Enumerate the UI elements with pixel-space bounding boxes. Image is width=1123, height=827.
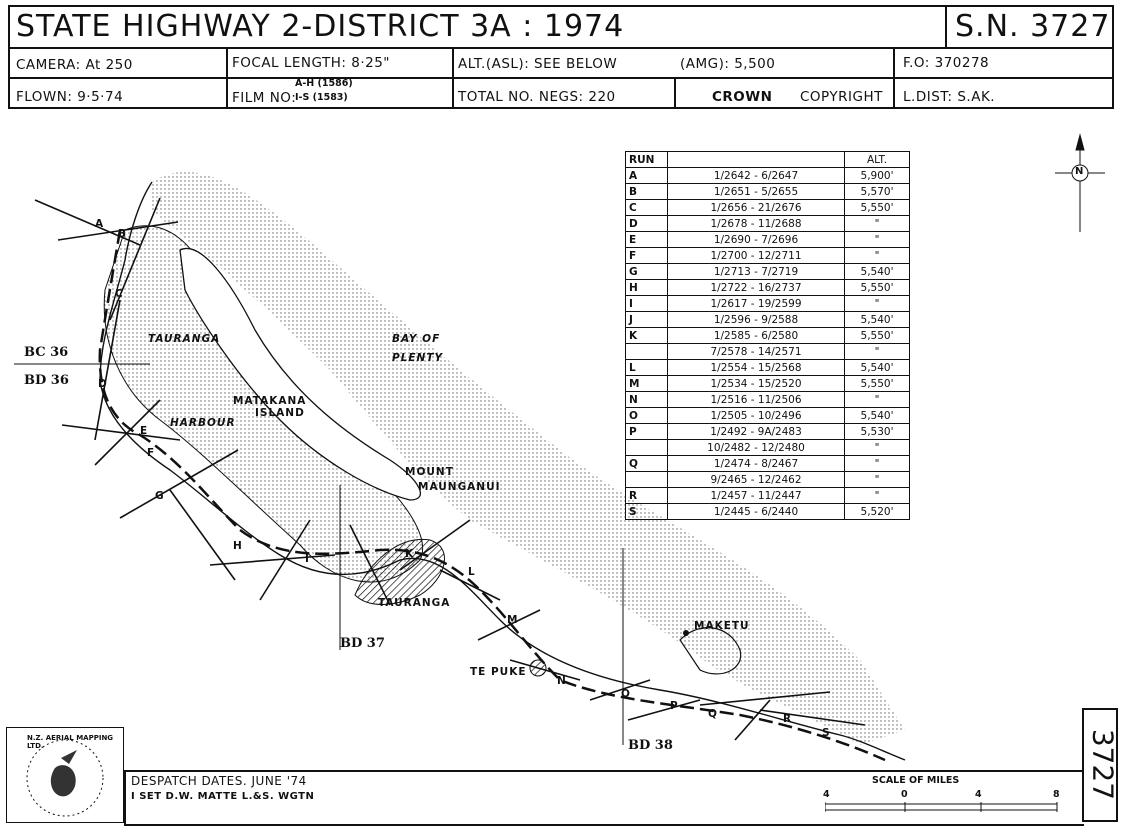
maketu-town [683,630,689,636]
run-letter: C [115,288,124,300]
altitude-amg: (AMG): 5,500 [680,56,776,72]
negs-cell: 10/2482 - 12/2480 [668,440,845,456]
run-cell: Q [626,456,668,472]
scale-tick-label: 4 [975,789,982,800]
run-cell: P [626,424,668,440]
scale-title: SCALE OF MILES [872,775,960,786]
negs-cell: 1/2713 - 7/2719 [668,264,845,280]
run-letter: O [621,688,631,700]
run-cell: H [626,280,668,296]
place-tauranga-town: TAURANGA [378,597,451,609]
negs-cell: 1/2585 - 6/2580 [668,328,845,344]
run-cell: O [626,408,668,424]
table-row [626,248,910,264]
place-tauranga-harbour-2: HARBOUR [170,417,236,429]
negs-cell: 1/2642 - 6/2647 [668,168,845,184]
scale-bar [825,800,1061,816]
alt-cell: 5,550' [845,280,910,296]
alt-cell: 5,550' [845,200,910,216]
negs-cell: 1/2656 - 21/2676 [668,200,845,216]
negs-cell: 1/2554 - 15/2568 [668,360,845,376]
film-number-top: A-H (1586) [295,78,353,89]
alt-cell: 5,540' [845,360,910,376]
sheet-bd36: BD 36 [24,373,69,388]
run-cell: F [626,248,668,264]
run-cell: A [626,168,668,184]
table-row [626,264,910,280]
run-letter: P [670,700,679,712]
scale-tick-label: 8 [1053,789,1060,800]
copyright-label: COPYRIGHT [800,89,883,105]
negs-cell: 1/2722 - 16/2737 [668,280,845,296]
total-negs: TOTAL NO. NEGS: 220 [458,89,616,105]
north-letter: N [1075,166,1084,177]
alt-cell: 5,520' [845,504,910,520]
run-letter: L [468,566,476,578]
table-header-run: RUN [626,152,668,168]
scale-tick-label: 4 [823,789,830,800]
negs-cell: 7/2578 - 14/2571 [668,344,845,360]
company-logo [6,727,124,823]
table-row [626,424,910,440]
alt-cell: 5,570' [845,184,910,200]
table-row [626,280,910,296]
alt-cell: 5,540' [845,312,910,328]
table-row [626,392,910,408]
run-letter: R [783,713,793,725]
north-arrow [1055,135,1105,232]
despatch-dates: DESPATCH DATES. JUNE '74 [131,774,307,788]
alt-cell: 5,540' [845,408,910,424]
negs-cell: 1/2700 - 12/2711 [668,248,845,264]
run-letter: E [140,425,149,437]
negs-cell: 1/2516 - 11/2506 [668,392,845,408]
place-maketu: MAKETU [694,620,750,632]
run-letter: D [98,378,108,390]
negs-cell: 9/2465 - 12/2462 [668,472,845,488]
table-row [626,168,910,184]
camera-info: CAMERA: At 250 [16,57,133,73]
alt-cell: " [845,296,910,312]
set-info: I SET D.W. MATTE L.&S. WGTN [131,791,315,802]
alt-cell: " [845,248,910,264]
place-mount-2: MAUNGANUI [418,481,501,493]
table-header-negs [668,152,845,168]
place-bay-1: BAY OF [392,333,441,345]
table-row [626,408,910,424]
land-district: L.DIST: S.AK. [903,89,996,105]
table-header-alt: ALT. [845,152,910,168]
negs-cell: 1/2678 - 11/2688 [668,216,845,232]
alt-cell: 5,530' [845,424,910,440]
run-cell: G [626,264,668,280]
sheet-number-box [1082,708,1118,822]
negs-cell: 1/2651 - 5/2655 [668,184,845,200]
alt-cell: " [845,216,910,232]
table-row [626,504,910,520]
alt-cell: " [845,456,910,472]
run-cell: L [626,360,668,376]
place-te-puke: TE PUKE [470,666,527,678]
place-bay-2: PLENTY [392,352,444,364]
film-number-bottom: I-S (1583) [295,92,348,103]
negs-cell: 1/2505 - 10/2496 [668,408,845,424]
run-letter: I [305,553,310,565]
run-letter: N [557,675,567,687]
run-letter: A [95,218,105,230]
table-row [626,456,910,472]
fo-number: F.O: 370278 [903,55,990,71]
negs-cell: 1/2617 - 19/2599 [668,296,845,312]
flown-date: FLOWN: 9·5·74 [16,89,124,105]
run-letter: Q [708,708,718,720]
table-row [626,472,910,488]
map-title: STATE HIGHWAY 2-DISTRICT 3A : 1974 [16,9,625,44]
run-cell [626,472,668,488]
sheet-bd38: BD 38 [628,738,673,753]
run-letter: B [118,228,128,240]
run-letter: K [405,548,415,560]
table-row [626,232,910,248]
table-row [626,296,910,312]
run-cell: R [626,488,668,504]
place-tauranga-harbour-1: TAURANGA [148,333,221,345]
place-mount-1: MOUNT [405,466,454,478]
negs-cell: 1/2534 - 15/2520 [668,376,845,392]
run-cell: D [626,216,668,232]
alt-cell: " [845,472,910,488]
negs-cell: 1/2457 - 11/2447 [668,488,845,504]
scale-tick-label: 0 [901,789,908,800]
run-cell: S [626,504,668,520]
run-cell: C [626,200,668,216]
table-row [626,376,910,392]
alt-cell: " [845,344,910,360]
table-row [626,488,910,504]
alt-cell: 5,900' [845,168,910,184]
focal-length: FOCAL LENGTH: 8·25" [232,55,390,71]
alt-cell: " [845,232,910,248]
run-letter: F [147,447,156,459]
sn-number: S.N. 3727 [955,9,1111,44]
run-cell [626,440,668,456]
crown-label: CROWN [712,89,773,105]
table-header-row [626,152,910,168]
table-row [626,344,910,360]
alt-cell: 5,550' [845,376,910,392]
run-letter: G [155,490,165,502]
logo-text: N.Z. AERIAL MAPPING LTD. [27,734,114,750]
run-cell: B [626,184,668,200]
run-letter: S [822,727,831,739]
negs-cell: 1/2474 - 8/2467 [668,456,845,472]
table-row [626,184,910,200]
place-matakana-2: ISLAND [255,407,305,419]
sheet-number: 3727 [1086,728,1120,801]
run-cell: N [626,392,668,408]
negs-cell: 1/2690 - 7/2696 [668,232,845,248]
sheet-bc36: BC 36 [24,345,69,360]
run-cell: I [626,296,668,312]
alt-cell: " [845,488,910,504]
negs-cell: 1/2492 - 9A/2483 [668,424,845,440]
run-cell: E [626,232,668,248]
alt-cell: 5,540' [845,264,910,280]
run-cell: J [626,312,668,328]
table-row [626,200,910,216]
table-row [626,440,910,456]
negs-cell: 1/2445 - 6/2440 [668,504,845,520]
film-label: FILM NO: [232,90,297,106]
run-letter: M [507,614,519,626]
table-row [626,312,910,328]
table-row [626,328,910,344]
alt-cell: 5,550' [845,328,910,344]
place-matakana-1: MATAKANA [233,395,307,407]
run-letter: H [233,540,243,552]
alt-cell: " [845,392,910,408]
table-row [626,360,910,376]
sheet-bd37: BD 37 [340,636,385,651]
alt-cell: " [845,440,910,456]
altitude-asl: ALT.(ASL): SEE BELOW [458,56,618,72]
run-table [625,151,910,520]
run-cell [626,344,668,360]
run-cell: K [626,328,668,344]
table-row [626,216,910,232]
negs-cell: 1/2596 - 9/2588 [668,312,845,328]
run-cell: M [626,376,668,392]
